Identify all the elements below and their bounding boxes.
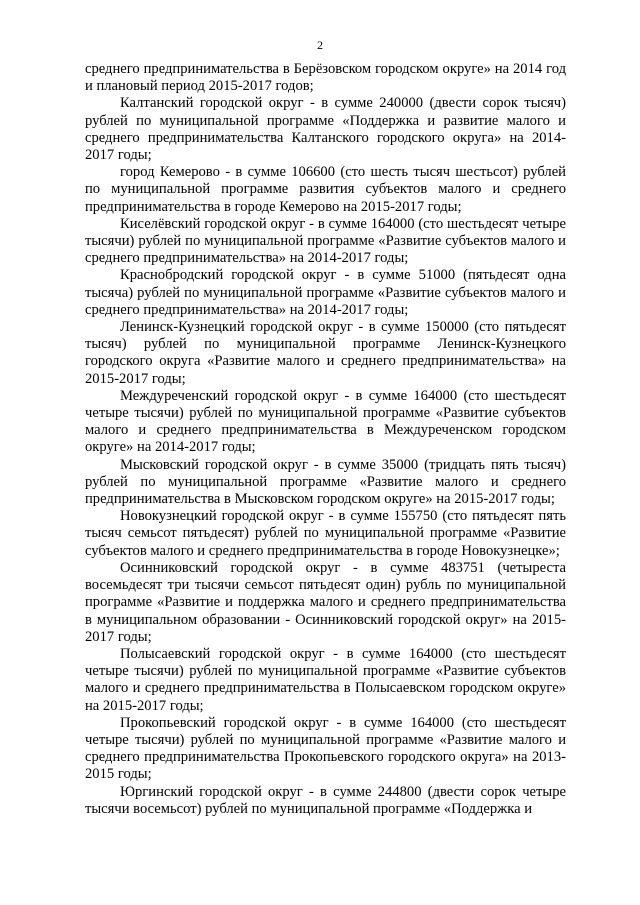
paragraph-polysaevo: Полысаевский городской округ - в сумме 164000 (сто шестьдесят четыре тысячи) рублей по муниципальной программе «Развитие субъектов малого и среднего предпринимательства в Полысаевском городском округе» на 2015-2017 годы; [85, 645, 566, 714]
paragraph-kaltan: Калтанский городской округ - в сумме 240000 (двести сорок тысяч) рублей по муниципальной программе «Поддержка и развитие малого и среднего предпринимательства Калтанского городского округа» на 2014-2017 годы; [85, 95, 566, 164]
paragraph-myski: Мысковский городской округ - в сумме 35000 (тридцать пять тысяч) рублей по муниципальной программе «Развитие малого и среднего предпринимательства в Мысковском городском округе» на 2015-2017 годы; [85, 456, 566, 508]
page-number: 2 [317, 38, 323, 52]
paragraph-yurga: Юргинский городской округ - в сумме 244800 (двести сорок четыре тысячи восемьсот) рублей по муниципальной программе «Поддержка и [85, 783, 566, 817]
paragraph-continuation: среднего предпринимательства в Берёзовском городском округе» на 2014 год и плановый период 2015-2017 годов; [85, 61, 566, 95]
paragraph-kemerovo: город Кемерово - в сумме 106600 (сто шесть тысяч шестьсот) рублей по муниципальной программе развития субъектов малого и среднего предпринимательства в городе Кемерово на 2015-2017 годы; [85, 164, 566, 215]
paragraph-prokopyevsk: Прокопьевский городской округ - в сумме 164000 (сто шестьдесят четыре тысячи) рублей по муниципальной программе «Развитие малого и среднего предпринимательства Прокопьевского городского округа» на 2013-2015 годы; [85, 714, 566, 783]
paragraph-krasnobrodsky: Краснобродский городской округ - в сумме 51000 (пятьдесят одна тысяча) рублей по муниципальной программе «Развитие субъектов малого и среднего предпринимательства» на 2014-2017 годы; [85, 267, 566, 318]
paragraph-novokuznetsk: Новокузнецкий городской округ - в сумме 155750 (сто пятьдесят пять тысяч семьсот пятьдесят) рублей по муниципальной программе «Развитие субъектов малого и среднего предпринимательства в городе Новокузнецке»; [85, 508, 566, 559]
paragraph-kiselevsk: Киселёвский городской округ - в сумме 164000 (сто шестьдесят четыре тысячи) рублей по муниципальной программе «Развитие субъектов малого и среднего предпринимательства» на 2014-2017 годы; [85, 215, 566, 267]
document-body [85, 61, 566, 818]
paragraph-osinniki: Осинниковский городской округ - в сумме 483751 (четыреста восемьдесят три тысячи семьсот пятьдесят один) рубль по муниципальной программе «Развитие и поддержка малого и среднего предпринимательства в муниципальном образовании - Осинниковский городской округ» на 2015-2017 годы; [85, 559, 566, 645]
paragraph-leninsk-kuznetsky: Ленинск-Кузнецкий городской округ - в сумме 150000 (сто пятьдесят тысяч) рублей по муниципальной программе Ленинск-Кузнецкого городского округа «Развитие малого и среднего предпринимательства» на 2015-2017 годы; [85, 319, 566, 387]
paragraph-mezhdurechensk: Междуреченский городской округ - в сумме 164000 (сто шестьдесят четыре тысячи) рублей по муниципальной программе «Развитие субъектов малого и среднего предпринимательства в Междуреченском городском округе» на 2014-2017 годы; [85, 387, 566, 456]
